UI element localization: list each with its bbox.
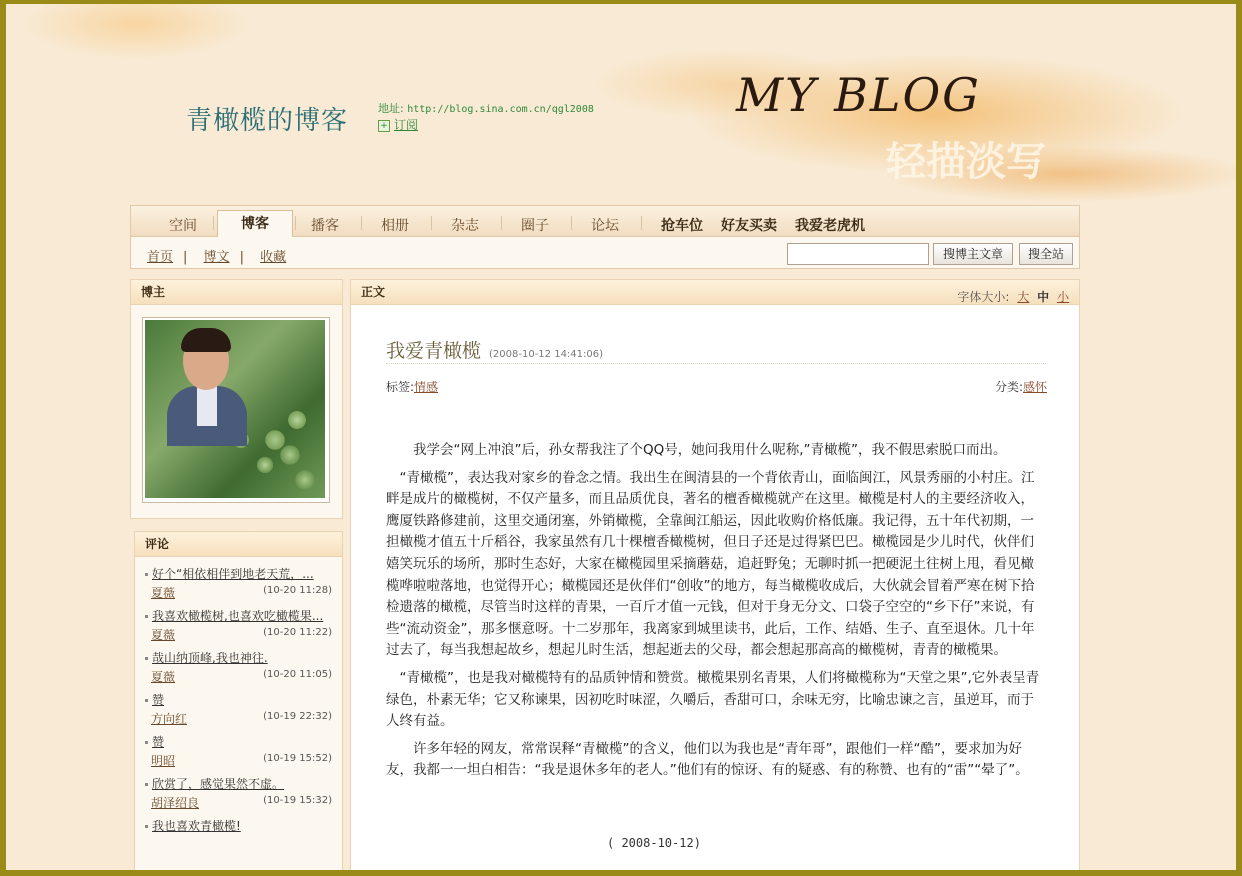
tab-album[interactable]: 相册 — [381, 218, 409, 234]
comment-text-link[interactable]: 我喜欢橄榄树,也喜欢吃橄榄果... — [145, 607, 332, 624]
page-frame — [6, 4, 1236, 870]
comment-author[interactable]: 夏薇 — [151, 670, 176, 684]
comment-item — [145, 691, 332, 726]
bullet-icon — [145, 657, 148, 660]
comment-item — [145, 565, 332, 600]
brand-logo: MY BLOG — [736, 68, 981, 122]
comment-author[interactable]: 夏薇 — [151, 586, 176, 600]
comment-text-link[interactable]: 欣赏了，感觉果然不虚。 — [145, 775, 332, 792]
bullet-icon — [145, 573, 148, 576]
search-site-button[interactable]: 搜全站 — [1019, 243, 1073, 265]
subnav-home[interactable]: 首页 — [147, 250, 174, 265]
bullet-icon — [145, 825, 148, 828]
tab-divider — [501, 216, 502, 230]
main-navigation — [130, 205, 1080, 269]
article-paragraph: 我学会“网上冲浪”后，孙女帮我注了个QQ号，她问我用什么呢称,”青橄榄”，我不假思索脱口而出。 — [386, 442, 1007, 458]
article-section-label: 正文 — [361, 285, 386, 299]
comment-time: (10-20 11:28) — [263, 585, 332, 596]
promo-parking[interactable]: 抢车位 — [661, 218, 703, 234]
comment-author[interactable]: 胡泽绍良 — [151, 796, 200, 810]
article-paragraph: “青橄榄”，也是我对橄榄特有的品质钟情和赞赏。橄榄果别名青果，人们将橄榄称为“天堂之果”,它外表呈青绿色，朴素无华；它又称谏果，因初吃时味涩，久嚼后，香甜可口，余味无穷，比喻忠谏之言，虽逆耳，而于人终有益。 — [386, 669, 1040, 730]
article-signature-date: ( 2008-10-12) — [607, 836, 701, 850]
blog-banner — [6, 4, 1236, 204]
owner-panel-title: 博主 — [131, 280, 342, 305]
article-paragraph: “青橄榄”，表达我对家乡的眷念之情。我出生在闽清县的一个背依青山，面临闽江，风景秀丽的小村庄。江畔是成片的橄榄树，不仅产量多，而且品质优良，著名的檀香橄榄就产在这里。橄榄是村人的主要经济收入，鹰厦铁路修建前，这里交通闭塞，外销橄榄，全靠闽江船运，因此收购价格低廉。我记得，五十年代初期，一担橄榄才值五十斤稻谷，我家虽然有几十棵檀香橄榄树，但日子还是过得紧巴巴。橄榄园是少儿时代，伙伴们嬉笑玩乐的场所，那时生态好，大家在橄榄园里采摘蘑菇，追赶野兔；无聊时抓一把硬泥土往树上甩，看见橄榄哗啦啦落地，也觉得开心；橄榄园还是伙伴们“创收”的地方，每当橄榄收成后，大伙就会冒着严寒在树下拾检遗落的橄榄，尽管当时这样的青果，一百斤才值一元钱，但对于身无分文、口袋子空空的“乡下仔”来说，有些“流动资金”，那多惬意呀。十二岁那年，我离家到城里读书，此后，工作、结婚、生子、直至退休。几十年过去了，每当我想起故乡，想起儿时生活，想起逝去的父母，都会想起那高高的橄榄树，青青的橄榄果。 — [386, 469, 1035, 659]
tab-blog[interactable]: 博客 — [217, 210, 293, 237]
promo-friends-trade[interactable]: 好友买卖 — [721, 218, 777, 234]
tab-divider — [213, 216, 214, 230]
article-header — [351, 280, 1079, 305]
tab-divider — [295, 216, 296, 230]
article-tags — [386, 378, 438, 395]
font-size-label: 字体大小: — [957, 290, 1010, 304]
subscribe-icon: + — [378, 120, 390, 132]
comment-text-link[interactable]: 赞 — [145, 733, 332, 750]
bullet-icon — [145, 783, 148, 786]
comment-text-link[interactable]: 哉山纳顶峰,我也神往. — [145, 649, 332, 666]
font-size-large[interactable]: 大 — [1017, 290, 1030, 304]
comment-item — [145, 775, 332, 810]
comment-author[interactable]: 夏薇 — [151, 628, 176, 642]
article-title-row — [386, 336, 603, 363]
comment-time: (10-20 11:22) — [263, 627, 332, 638]
address-url[interactable]: http://blog.sina.com.cn/qgl2008 — [407, 104, 594, 115]
owner-portrait-image — [145, 320, 325, 498]
blog-title[interactable]: 青橄榄的博客 — [186, 106, 349, 136]
subnav-divider: | — [239, 250, 244, 265]
article-panel — [350, 279, 1080, 870]
tab-circle[interactable]: 圈子 — [521, 218, 549, 234]
comment-text-link[interactable]: 赞 — [145, 691, 332, 708]
article-title: 我爱青橄榄 — [386, 340, 482, 362]
article-category — [995, 378, 1047, 395]
subscribe-label[interactable]: 订阅 — [394, 118, 419, 132]
comment-item — [145, 649, 332, 684]
tab-divider — [641, 216, 642, 230]
bullet-icon — [145, 615, 148, 618]
sub-navigation — [147, 246, 296, 265]
comment-item — [145, 733, 332, 768]
search-input[interactable] — [787, 243, 929, 265]
tab-space[interactable]: 空间 — [169, 218, 197, 234]
nav-tabs — [131, 206, 1079, 237]
tag-label: 标签: — [386, 380, 415, 394]
blog-address — [378, 100, 594, 116]
tab-podcast[interactable]: 播客 — [311, 218, 339, 234]
owner-panel — [130, 279, 343, 519]
tab-divider — [571, 216, 572, 230]
font-size-medium[interactable]: 中 — [1037, 290, 1050, 304]
address-label: 地址: — [378, 102, 404, 115]
tab-forum[interactable]: 论坛 — [591, 218, 619, 234]
bullet-icon — [145, 699, 148, 702]
tag-link[interactable]: 情感 — [414, 380, 439, 394]
comment-time: (10-20 11:05) — [263, 669, 332, 680]
subscribe-link[interactable] — [378, 116, 418, 133]
category-link[interactable]: 感怀 — [1022, 380, 1047, 394]
article-datetime: (2008-10-12 14:41:06) — [489, 349, 604, 360]
comment-author[interactable]: 方向红 — [151, 712, 188, 726]
tab-magazine[interactable]: 杂志 — [451, 218, 479, 234]
comments-panel — [134, 531, 343, 870]
comment-time: (10-19 15:52) — [263, 753, 332, 764]
title-divider — [386, 363, 1046, 364]
article-paragraph: 许多年轻的网友，常常误释“青橄榄”的含义，他们以为我也是“青年哥”，跟他们一样“酷”，要求加为好友，我都一一坦白相告：“我是退休多年的老人。”他们有的惊讶、有的疑惑、有的称赞、也有的“雷”“晕了”。 — [386, 740, 1029, 779]
font-size-selector — [957, 285, 1069, 309]
article-body — [386, 440, 1046, 788]
search-blog-button[interactable]: 搜博主文章 — [933, 243, 1013, 265]
comment-author[interactable]: 明昭 — [151, 754, 176, 768]
comment-time: (10-19 15:32) — [263, 795, 332, 806]
tab-divider — [361, 216, 362, 230]
comments-panel-title: 评论 — [135, 532, 342, 557]
subnav-divider: | — [183, 250, 188, 265]
owner-avatar[interactable] — [142, 317, 330, 503]
tab-divider — [431, 216, 432, 230]
comment-item — [145, 607, 332, 642]
comment-text-link[interactable]: 我也喜欢青橄榄! — [145, 817, 332, 834]
portrait-shirt — [197, 386, 217, 426]
comment-list — [135, 557, 342, 834]
subnav-favorites[interactable]: 收藏 — [260, 250, 287, 265]
comment-item — [145, 817, 332, 834]
comment-time: (10-19 22:32) — [263, 711, 332, 722]
comment-text-link[interactable]: 好个“相依相伴到地老天荒，... — [145, 565, 332, 582]
portrait-hair — [181, 328, 231, 352]
promo-slot-machine[interactable]: 我爱老虎机 — [795, 218, 865, 234]
brand-subtitle: 轻描淡写 — [886, 138, 1046, 185]
subnav-posts[interactable]: 博文 — [203, 250, 230, 265]
bullet-icon — [145, 741, 148, 744]
font-size-small[interactable]: 小 — [1056, 290, 1069, 304]
category-label: 分类: — [994, 380, 1023, 394]
